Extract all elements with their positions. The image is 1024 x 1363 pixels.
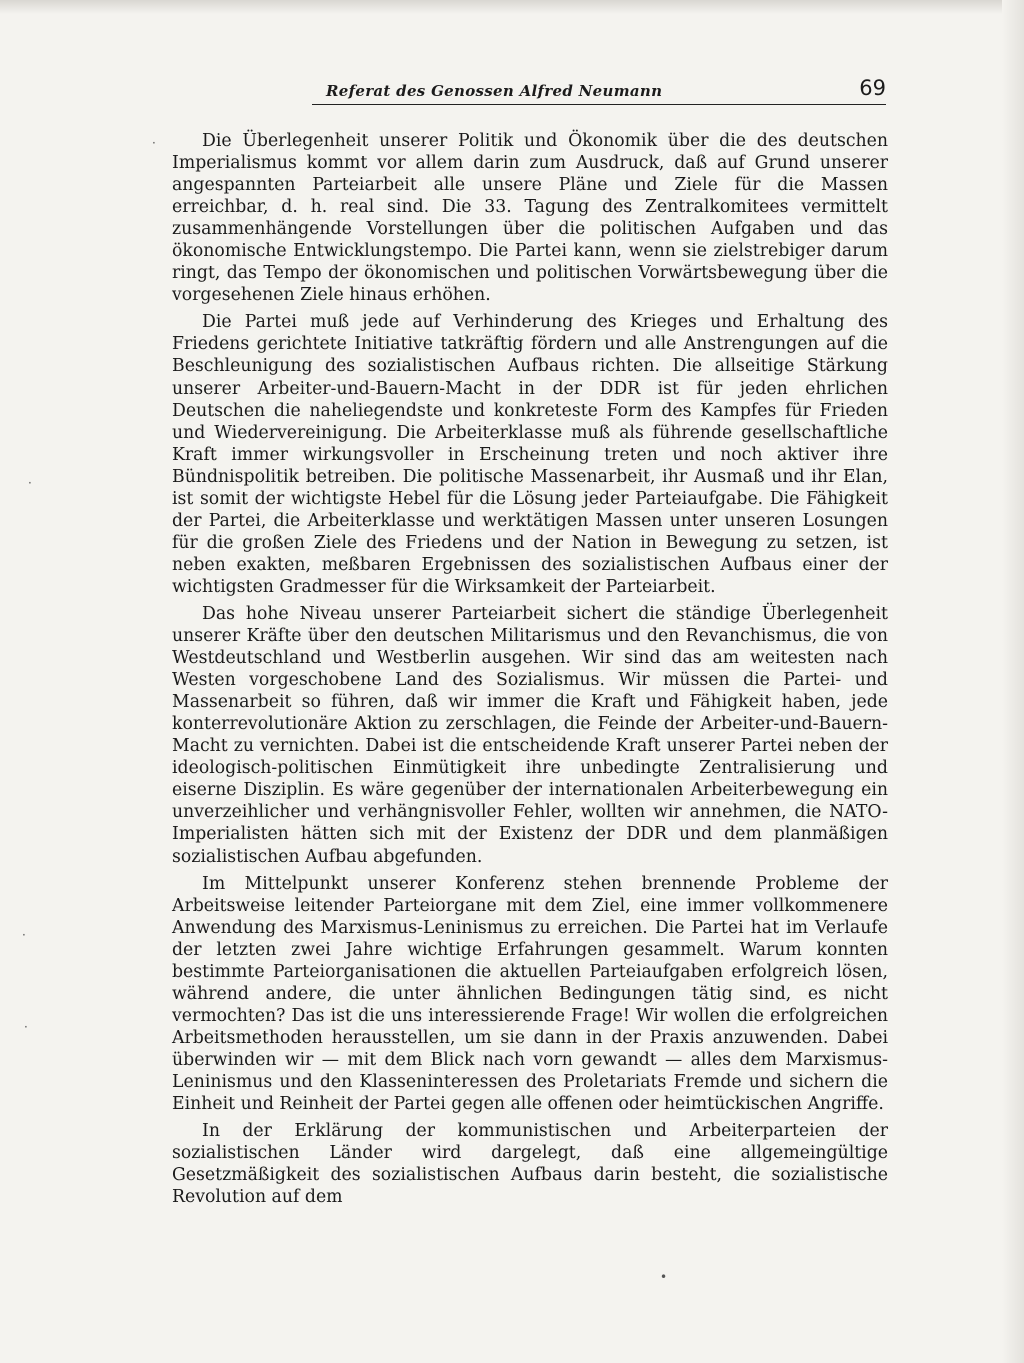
running-head: Referat des Genossen Alfred Neumann xyxy=(326,82,663,100)
page-header xyxy=(312,76,886,105)
body-text xyxy=(172,130,888,1213)
margin-dot: · xyxy=(152,136,156,150)
margin-dot: · xyxy=(24,1020,28,1034)
page-number: 69 xyxy=(859,76,886,100)
margin-dot: • xyxy=(660,1270,668,1284)
paragraph-2: Die Partei muß jede auf Verhinderung des Krieges und Erhaltung des Friedens gerichtete Initiative tatkräftig fördern und alle Anstrengungen auf die Beschleunigung des sozialistischen Aufbaus richten. Die allseitige Stärkung unserer Arbeiter-und-Bauern-Macht in der DDR ist für jeden ehrlichen Deutschen die naheliegendste und konkreteste Form des Kampfes für Frieden und Wiedervereinigung. Die Arbeiterklasse muß als führende gesellschaftliche Kraft immer wirkungsvoller in Erscheinung treten und noch aktiver ihre Bündnispolitik betreiben. Die politische Massenarbeit, ihr Ausmaß und ihr Elan, ist somit der wichtigste Hebel für die Lösung jeder Parteiaufgabe. Die Fähigkeit der Partei, die Arbeiterklasse und werktätigen Massen unter unseren Losungen für die großen Ziele des Friedens und der Nation in Bewegung zu setzen, ist neben exakten, meßbaren Ergebnissen des sozialistischen Aufbaus einer der wichtigsten Gradmesser für die Wirksamkeit der Parteiarbeit. xyxy=(172,312,888,597)
paragraph-4: Im Mittelpunkt unserer Konferenz stehen brennende Probleme der Arbeitsweise leitender Parteiorgane mit dem Ziel, eine immer vollkommenere Anwendung des Marxismus-Leninismus zu erreichen. Die Partei hat im Verlaufe der letzten zwei Jahre wichtige Erfahrungen gesammelt. Warum konnten bestimmte Parteiorganisationen die aktuellen Parteiaufgaben erfolgreich lösen, während andere, die unter ähnlichen Bedingungen tätig sind, es nicht vermochten? Das ist die uns interessierende Frage! Wir wollen die erfolgreichen Arbeitsmethoden herausstellen, um sie dann in der Praxis anzuwenden. Dabei überwinden wir — mit dem Blick nach vorn gewandt — alles dem Marxismus-Leninismus und den Klasseninteressen des Proletariats Fremde und sichern die Einheit und Reinheit der Partei gegen alle offenen oder heimtückischen Angriffe. xyxy=(172,873,888,1115)
page-right-edge xyxy=(1002,0,1024,1363)
paragraph-3: Das hohe Niveau unserer Parteiarbeit sichert die ständige Überlegenheit unserer Kräfte über den deutschen Militarismus und den Revanchismus, die von Westdeutschland und Westberlin ausgehen. Wir sind das am weitesten nach Westen vorgeschobene Land des Sozialismus. Wir müssen die Partei- und Massenarbeit so führen, daß wir immer die Kraft und Fähigkeit haben, jede konterrevolutionäre Aktion zu zerschlagen, die Feinde der Arbeiter-und-Bauern-Macht zu vernichten. Dabei ist die entscheidende Kraft unserer Partei neben der ideologisch-politischen Einmütigkeit ihre unbedingte Zentralisierung und eiserne Disziplin. Es wäre gegenüber der internationalen Arbeiterbewegung ein unverzeihlicher und verhängnisvoller Fehler, wollten wir annehmen, die NATO-Imperialisten hätten sich mit der Existenz der DDR und dem planmäßigen sozialistischen Aufbau abgefunden. xyxy=(172,603,888,867)
paragraph-1: Die Überlegenheit unserer Politik und Ökonomik über die des deutschen Imperialismus kommt vor allem darin zum Ausdruck, daß auf Grund unserer angespannten Parteiarbeit alle unsere Pläne und Ziele für die Massen erreichbar, d. h. real sind. Die 33. Tagung des Zentralkomitees vermittelt zusammenhängende Vorstellungen über die politischen Aufgaben und das ökonomische Entwicklungstempo. Die Partei kann, wenn sie zielstrebiger darum ringt, das Tempo der ökonomischen und politischen Vorwärtsbewegung über die vorgesehenen Ziele hinaus erhöhen. xyxy=(172,131,888,306)
margin-dot: · xyxy=(28,476,32,490)
margin-dot: · xyxy=(22,928,26,942)
paragraph-5: In der Erklärung der kommunistischen und Arbeiterparteien der sozialistischen Länder wird dargelegt, daß eine allgemeingültige Gesetzmäßigkeit des sozialistischen Aufbaus darin besteht, die sozialistische Revolution auf dem xyxy=(172,1121,888,1208)
page-top-edge xyxy=(0,0,1024,14)
